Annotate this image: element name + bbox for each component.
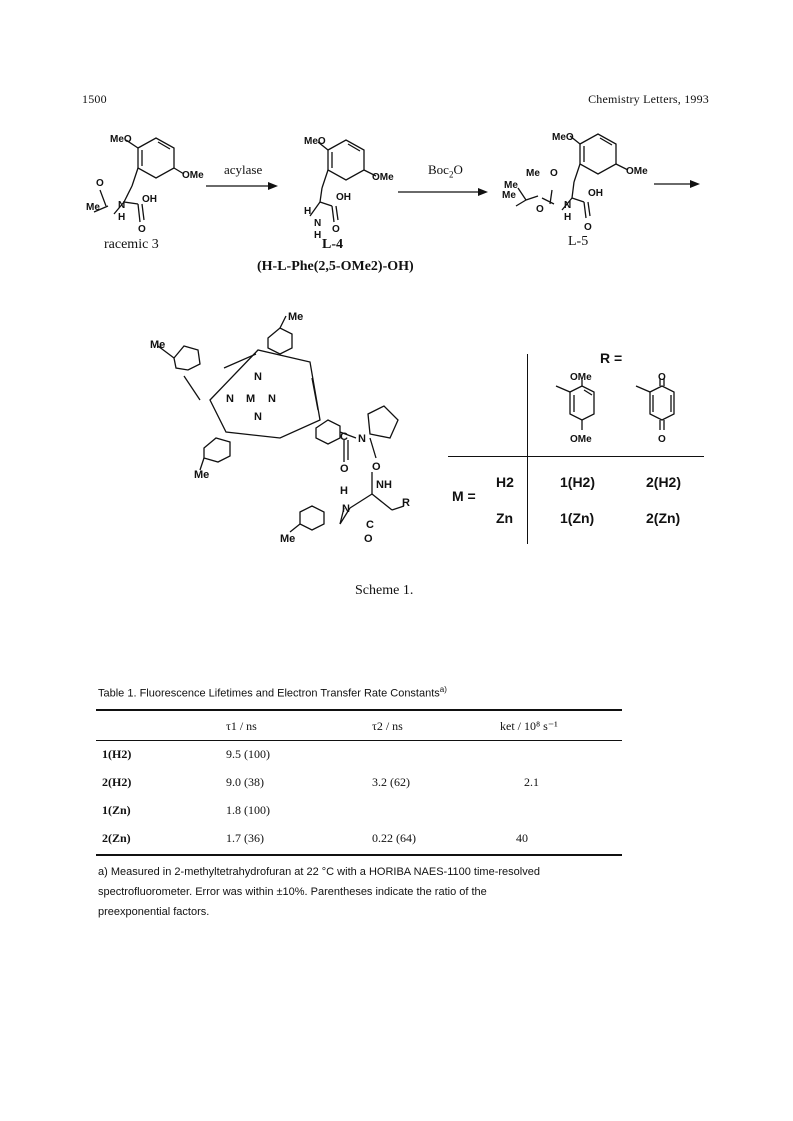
journal-header: Chemistry Letters, 1993: [588, 92, 709, 106]
header-cell: ket / 10⁸ s⁻¹: [500, 718, 558, 733]
m-equals-label: M =: [452, 488, 476, 504]
table-cell: [372, 740, 500, 768]
metal-m-label: M: [246, 393, 256, 405]
arrow1-label: acylase: [224, 162, 263, 177]
tolyl-ring-5: [300, 506, 324, 530]
ome-label: OMe: [626, 166, 648, 177]
n-label: N: [226, 393, 234, 405]
meo-label: MeO: [304, 136, 326, 147]
table-cell: [372, 796, 500, 824]
table-bottom-rule: [96, 854, 622, 856]
cell-2-zn: 2(Zn): [646, 510, 681, 526]
ome-label: OMe: [182, 170, 204, 181]
cell-2-h2: 2(H2): [646, 474, 682, 490]
footnote-line: spectrofluorometer. Error was within ±10%. Parentheses indicate the ratio of the: [98, 886, 487, 898]
meo-label: MeO: [110, 134, 132, 145]
table-row: [96, 824, 622, 852]
r-substituent-structures: [540, 372, 690, 454]
table-cell: 0.22 (64): [372, 830, 416, 845]
data-table: [96, 712, 622, 852]
r2-bottom-label: O: [658, 434, 666, 445]
me-label: Me: [504, 180, 518, 191]
me-label: Me: [526, 168, 540, 179]
table-top-rule: [96, 709, 622, 711]
c-label: C: [366, 519, 374, 531]
h-label: H: [340, 485, 348, 497]
benzene-ring-1: [138, 138, 174, 178]
n-label: N: [254, 411, 262, 423]
tolyl-ring-1: [174, 346, 200, 370]
me-label: Me: [280, 533, 296, 545]
nh-label: NH: [376, 479, 392, 491]
me-label: Me: [150, 339, 166, 351]
o-label: O: [584, 222, 592, 233]
footnote-line: preexponential factors.: [98, 906, 210, 918]
table-cell: 9.5 (100): [226, 746, 270, 761]
cell-1-zn: 1(Zn): [560, 510, 595, 526]
table-row: [96, 740, 622, 768]
row-label: 2(H2): [102, 774, 132, 789]
ome-label: OMe: [372, 172, 394, 183]
m-row-h2: H2: [496, 474, 514, 490]
r-label: R: [402, 497, 410, 509]
n-label: N: [118, 200, 126, 211]
compound-3-label: racemic 3: [104, 237, 159, 252]
benzene-ring-3: [580, 134, 616, 174]
h-label: H: [304, 206, 312, 217]
n-label: N: [564, 200, 572, 211]
oh-label: OH: [142, 194, 157, 205]
grid-horizontal-rule: [448, 456, 704, 457]
r2-top-label: O: [658, 372, 666, 383]
me-label: Me: [502, 190, 516, 201]
row-label: 1(H2): [102, 746, 132, 761]
o-label: O: [536, 204, 544, 215]
c-label: C: [340, 431, 348, 443]
h-label: H: [314, 230, 322, 241]
me-label: Me: [194, 469, 210, 481]
grid-vertical-rule: [527, 354, 528, 544]
page-number: 1500: [82, 92, 107, 106]
n-label: N: [342, 503, 350, 515]
n-label: N: [254, 371, 262, 383]
tolyl-ring-4: [316, 420, 340, 444]
o-label: O: [96, 178, 104, 189]
compound-l4-label: L-4: [322, 237, 343, 252]
h-label: H: [564, 212, 572, 223]
arrow2-label: Boc$_2$O: [428, 162, 463, 180]
row-label: 1(Zn): [102, 802, 131, 817]
r1-top-label: OMe: [570, 372, 592, 383]
scheme-caption: Scheme 1.: [355, 583, 414, 598]
porphyrin-structure: [140, 310, 440, 550]
cell-1-h2: 1(H2): [560, 474, 596, 490]
oh-label: OH: [588, 188, 603, 199]
o-label: O: [332, 224, 340, 235]
r-equals-label: R =: [600, 350, 623, 366]
table-cell: 1.8 (100): [226, 802, 270, 817]
r1-bottom-label: OMe: [570, 434, 592, 445]
oh-label: OH: [336, 192, 351, 203]
n-label: N: [358, 433, 366, 445]
table-cell: 2.1: [524, 774, 539, 789]
header-cell: [96, 712, 226, 740]
table-row: [96, 768, 622, 796]
meo-label: MeO: [552, 132, 574, 143]
table-cell: 9.0 (38): [226, 774, 264, 789]
benzene-ring-2: [328, 140, 364, 180]
me-label: Me: [86, 202, 100, 213]
tolyl-ring-2: [268, 328, 292, 354]
o-label: O: [340, 463, 349, 475]
header-cell: τ2 / ns: [372, 718, 403, 733]
table-title: Table 1. Fluorescence Lifetimes and Electron Transfer Rate Constants$^{a)}$: [98, 685, 447, 700]
o-label: O: [372, 461, 381, 473]
table-cell: 3.2 (62): [372, 774, 410, 789]
row-label: 2(Zn): [102, 830, 131, 845]
table-header-row: [96, 712, 622, 740]
header-cell: τ1 / ns: [226, 718, 257, 733]
me-label: Me: [288, 311, 304, 323]
compound-l4-sublabel: (H-L-Phe(2,5-OMe2)-OH): [257, 259, 414, 274]
o-label: O: [550, 168, 558, 179]
compound-l5-label: L-5: [568, 234, 589, 249]
table-cell: 1.7 (36): [226, 830, 264, 845]
table-cell: [500, 740, 622, 768]
table-cell: 40: [516, 830, 528, 845]
o-label: O: [138, 224, 146, 235]
n-label: N: [268, 393, 276, 405]
table-cell: [500, 796, 622, 824]
pyrrolidine-ring: [368, 406, 398, 438]
m-row-zn: Zn: [496, 510, 514, 526]
o-label: O: [364, 533, 373, 545]
n-label: N: [314, 218, 322, 229]
table-footnote: [98, 862, 618, 922]
footnote-line: a) Measured in 2-methyltetrahydrofuran at 22 °C with a HORIBA NAES-1100 time-resolved: [98, 866, 540, 878]
table-row: [96, 796, 622, 824]
h-label: H: [118, 212, 126, 223]
tolyl-ring-3: [204, 438, 230, 462]
